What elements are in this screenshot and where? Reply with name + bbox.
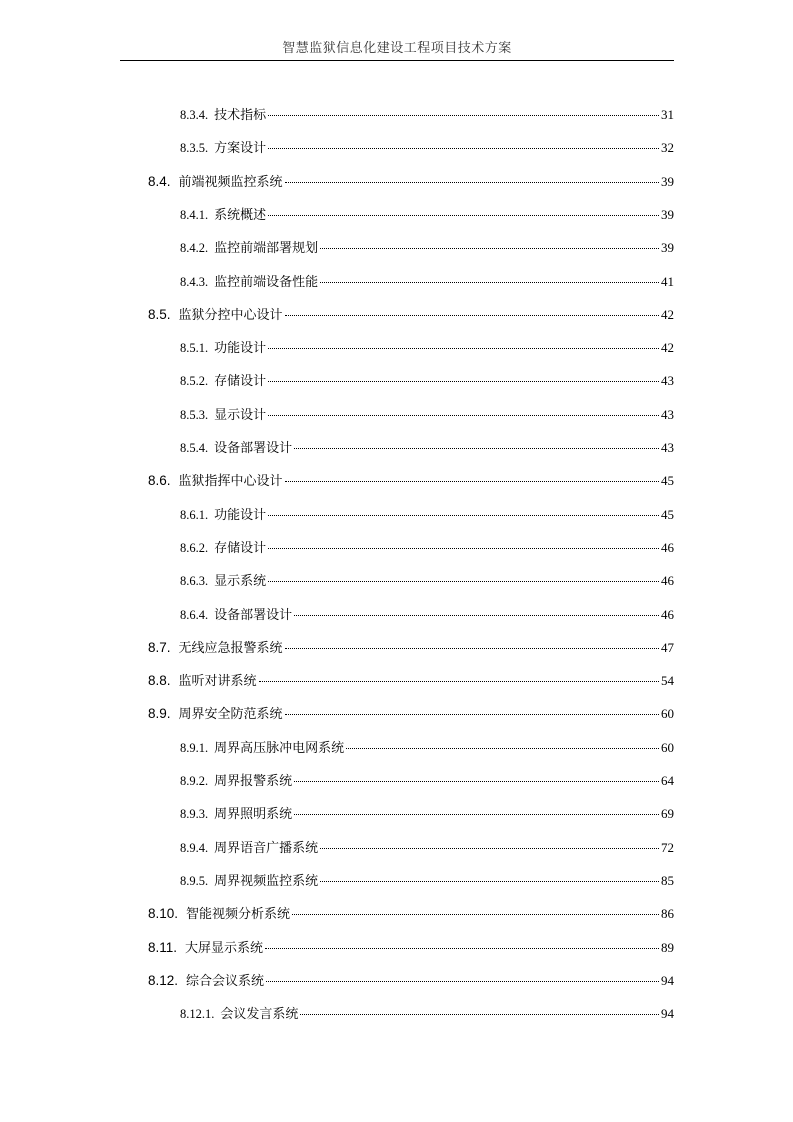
toc-entry-number: 8.6.3. [180, 574, 209, 589]
toc-entry-title: 监控前端部署规划 [214, 241, 319, 257]
toc-entry-title: 周界安全防范系统 [178, 707, 283, 723]
toc-entry[interactable] [180, 339, 674, 357]
toc-dot-leader [268, 148, 659, 149]
toc-entry-number: 8.7. [148, 639, 171, 655]
toc-entry-title: 周界报警系统 [214, 774, 293, 789]
toc-entry[interactable] [180, 872, 674, 890]
toc-entry-number: 8.4.3. [180, 274, 209, 289]
toc-entry-page-number: 86 [661, 906, 674, 922]
toc-dot-leader [285, 648, 659, 649]
toc-dot-leader [346, 748, 659, 749]
toc-entry[interactable] [148, 939, 674, 957]
toc-entry[interactable] [180, 372, 674, 390]
page-header-title: 智慧监狱信息化建设工程项目技术方案 [282, 41, 512, 56]
toc-dot-leader [294, 781, 659, 782]
toc-entry-number: 8.10. [148, 906, 179, 922]
toc-entry-title: 周界视频监控系统 [214, 873, 319, 889]
toc-entry-number: 8.9.2. [180, 774, 209, 788]
toc-entry-number: 8.5.2. [180, 374, 209, 389]
toc-entry-number: 8.4. [148, 173, 171, 189]
toc-entry-number: 8.6. [148, 473, 171, 489]
toc-dot-leader [285, 315, 659, 316]
toc-entry-page-number: 45 [661, 506, 674, 522]
toc-dot-leader [265, 948, 659, 949]
toc-dot-leader [268, 348, 659, 349]
toc-entry-number: 8.4.2. [180, 241, 209, 256]
toc-entry-title: 无线应急报警系统 [178, 640, 283, 656]
toc-entry-title: 周界高压脉冲电网系统 [214, 740, 345, 756]
toc-dot-leader [294, 814, 659, 815]
toc-dot-leader [285, 714, 659, 715]
toc-entry-number: 8.6.4. [180, 607, 209, 622]
toc-dot-leader [268, 548, 659, 549]
toc-entry-title: 显示设计 [214, 407, 267, 423]
toc-entry-title: 系统概述 [214, 207, 267, 223]
toc-entry-page-number: 46 [661, 573, 674, 589]
toc-entry-number: 8.9.5. [180, 873, 209, 888]
toc-entry-number: 8.9. [148, 706, 171, 722]
toc-entry-page-number: 94 [661, 972, 674, 988]
toc-entry-title: 设备部署设计 [214, 607, 293, 623]
toc-dot-leader [320, 848, 659, 849]
toc-entry-page-number: 72 [661, 839, 674, 855]
toc-entry[interactable] [148, 173, 674, 191]
toc-entry-title: 显示系统 [214, 574, 267, 590]
toc-entry-page-number: 43 [661, 406, 674, 422]
toc-entry-page-number: 39 [661, 240, 674, 256]
toc-entry-title: 存储设计 [214, 374, 267, 390]
toc-entry-number: 8.11. [148, 939, 178, 955]
toc-entry-page-number: 43 [661, 440, 674, 455]
toc-entry-number: 8.8. [148, 673, 171, 689]
toc-dot-leader [320, 282, 659, 283]
toc-entry-title: 综合会议系统 [186, 973, 265, 989]
toc-entry[interactable] [180, 805, 674, 823]
toc-entry-number: 8.12.1. [180, 1007, 215, 1022]
toc-entry-title: 功能设计 [214, 341, 267, 357]
toc-dot-leader [268, 215, 659, 216]
toc-entry-title: 智能视频分析系统 [186, 907, 291, 923]
toc-entry-page-number: 64 [661, 773, 674, 788]
toc-entry[interactable] [148, 472, 674, 490]
toc-entry-page-number: 42 [661, 340, 674, 356]
toc-entry-page-number: 60 [661, 706, 674, 722]
toc-entry[interactable] [180, 739, 674, 757]
toc-entry-page-number: 31 [661, 107, 674, 122]
toc-entry-page-number: 69 [661, 806, 674, 822]
toc-entry[interactable] [180, 273, 674, 291]
toc-entry-title: 大屏显示系统 [185, 940, 264, 956]
toc-entry[interactable] [180, 439, 674, 457]
toc-entry-title: 会议发言系统 [220, 1007, 299, 1023]
toc-entry-title: 存储设计 [214, 540, 267, 556]
toc-entry-title: 监听对讲系统 [178, 674, 257, 690]
toc-entry[interactable] [180, 139, 674, 157]
toc-entry-number: 8.5.3. [180, 407, 209, 422]
toc-entry-title: 方案设计 [214, 141, 267, 157]
toc-entry[interactable] [180, 539, 674, 557]
toc-entry-title: 周界照明系统 [214, 807, 293, 823]
toc-entry-page-number: 43 [661, 373, 674, 389]
toc-entry-page-number: 94 [661, 1006, 674, 1022]
toc-entry-title: 监狱指挥中心设计 [178, 474, 283, 490]
toc-entry-number: 8.6.2. [180, 540, 209, 555]
toc-entry-page-number: 32 [661, 140, 674, 156]
toc-entry-page-number: 41 [661, 273, 674, 289]
toc-dot-leader [285, 481, 659, 482]
toc-entry-title: 设备部署设计 [214, 441, 293, 456]
toc-entry-page-number: 46 [661, 606, 674, 622]
toc-entry-page-number: 46 [661, 539, 674, 555]
toc-entry-number: 8.3.5. [180, 141, 209, 156]
toc-dot-leader [268, 381, 659, 382]
toc-entry[interactable] [148, 705, 674, 723]
toc-dot-leader [320, 881, 659, 882]
toc-dot-leader [320, 248, 659, 249]
toc-entry-number: 8.9.4. [180, 840, 209, 855]
toc-entry[interactable] [180, 772, 674, 790]
toc-entry[interactable] [180, 506, 674, 524]
toc-entry[interactable] [148, 905, 674, 923]
toc-entry-title: 监狱分控中心设计 [178, 307, 283, 323]
toc-entry-page-number: 47 [661, 639, 674, 655]
toc-entry-page-number: 60 [661, 739, 674, 755]
toc-entry-title: 技术指标 [214, 108, 267, 123]
toc-entry-title: 监控前端设备性能 [214, 274, 319, 290]
toc-entry-page-number: 89 [661, 939, 674, 955]
toc-dot-leader [292, 914, 659, 915]
toc-entry[interactable] [180, 606, 674, 624]
toc-entry[interactable] [180, 206, 674, 224]
toc-entry[interactable] [180, 572, 674, 590]
toc-entry-number: 8.5. [148, 306, 171, 322]
toc-dot-leader [268, 581, 659, 582]
toc-dot-leader [294, 615, 659, 616]
toc-dot-leader [294, 448, 659, 449]
toc-entry-page-number: 42 [661, 306, 674, 322]
toc-dot-leader [266, 981, 659, 982]
toc-entry[interactable] [180, 106, 674, 124]
toc-entry-page-number: 54 [661, 673, 674, 689]
toc-dot-leader [268, 415, 659, 416]
toc-dot-leader [300, 1014, 659, 1015]
toc-dot-leader [259, 681, 659, 682]
toc-entry-title: 周界语音广播系统 [214, 840, 319, 856]
toc-entry[interactable] [148, 672, 674, 690]
toc-entry-page-number: 85 [661, 872, 674, 888]
toc-dot-leader [268, 115, 659, 116]
toc-entry-number: 8.5.1. [180, 341, 209, 356]
toc-entry-title: 前端视频监控系统 [178, 174, 283, 190]
toc-entry[interactable] [180, 1005, 674, 1023]
toc-entry[interactable] [180, 839, 674, 857]
toc-entry[interactable] [148, 306, 674, 324]
toc-entry[interactable] [148, 972, 674, 990]
toc-entry-title: 功能设计 [214, 507, 267, 523]
toc-entry-number: 8.9.3. [180, 807, 209, 822]
toc-dot-leader [268, 515, 659, 516]
toc-entry-number: 8.6.1. [180, 507, 209, 522]
toc-entry[interactable] [148, 639, 674, 657]
toc-entry-number: 8.5.4. [180, 441, 209, 455]
toc-entry[interactable] [180, 406, 674, 424]
toc-entry-number: 8.12. [148, 972, 179, 988]
toc-dot-leader [285, 182, 659, 183]
toc-entry-number: 8.3.4. [180, 108, 209, 122]
toc-entry-number: 8.4.1. [180, 207, 209, 222]
toc-entry-page-number: 45 [661, 473, 674, 489]
toc-entry-number: 8.9.1. [180, 740, 209, 755]
toc-entry-page-number: 39 [661, 206, 674, 222]
toc-entry-page-number: 39 [661, 173, 674, 189]
toc-entry[interactable] [180, 239, 674, 257]
